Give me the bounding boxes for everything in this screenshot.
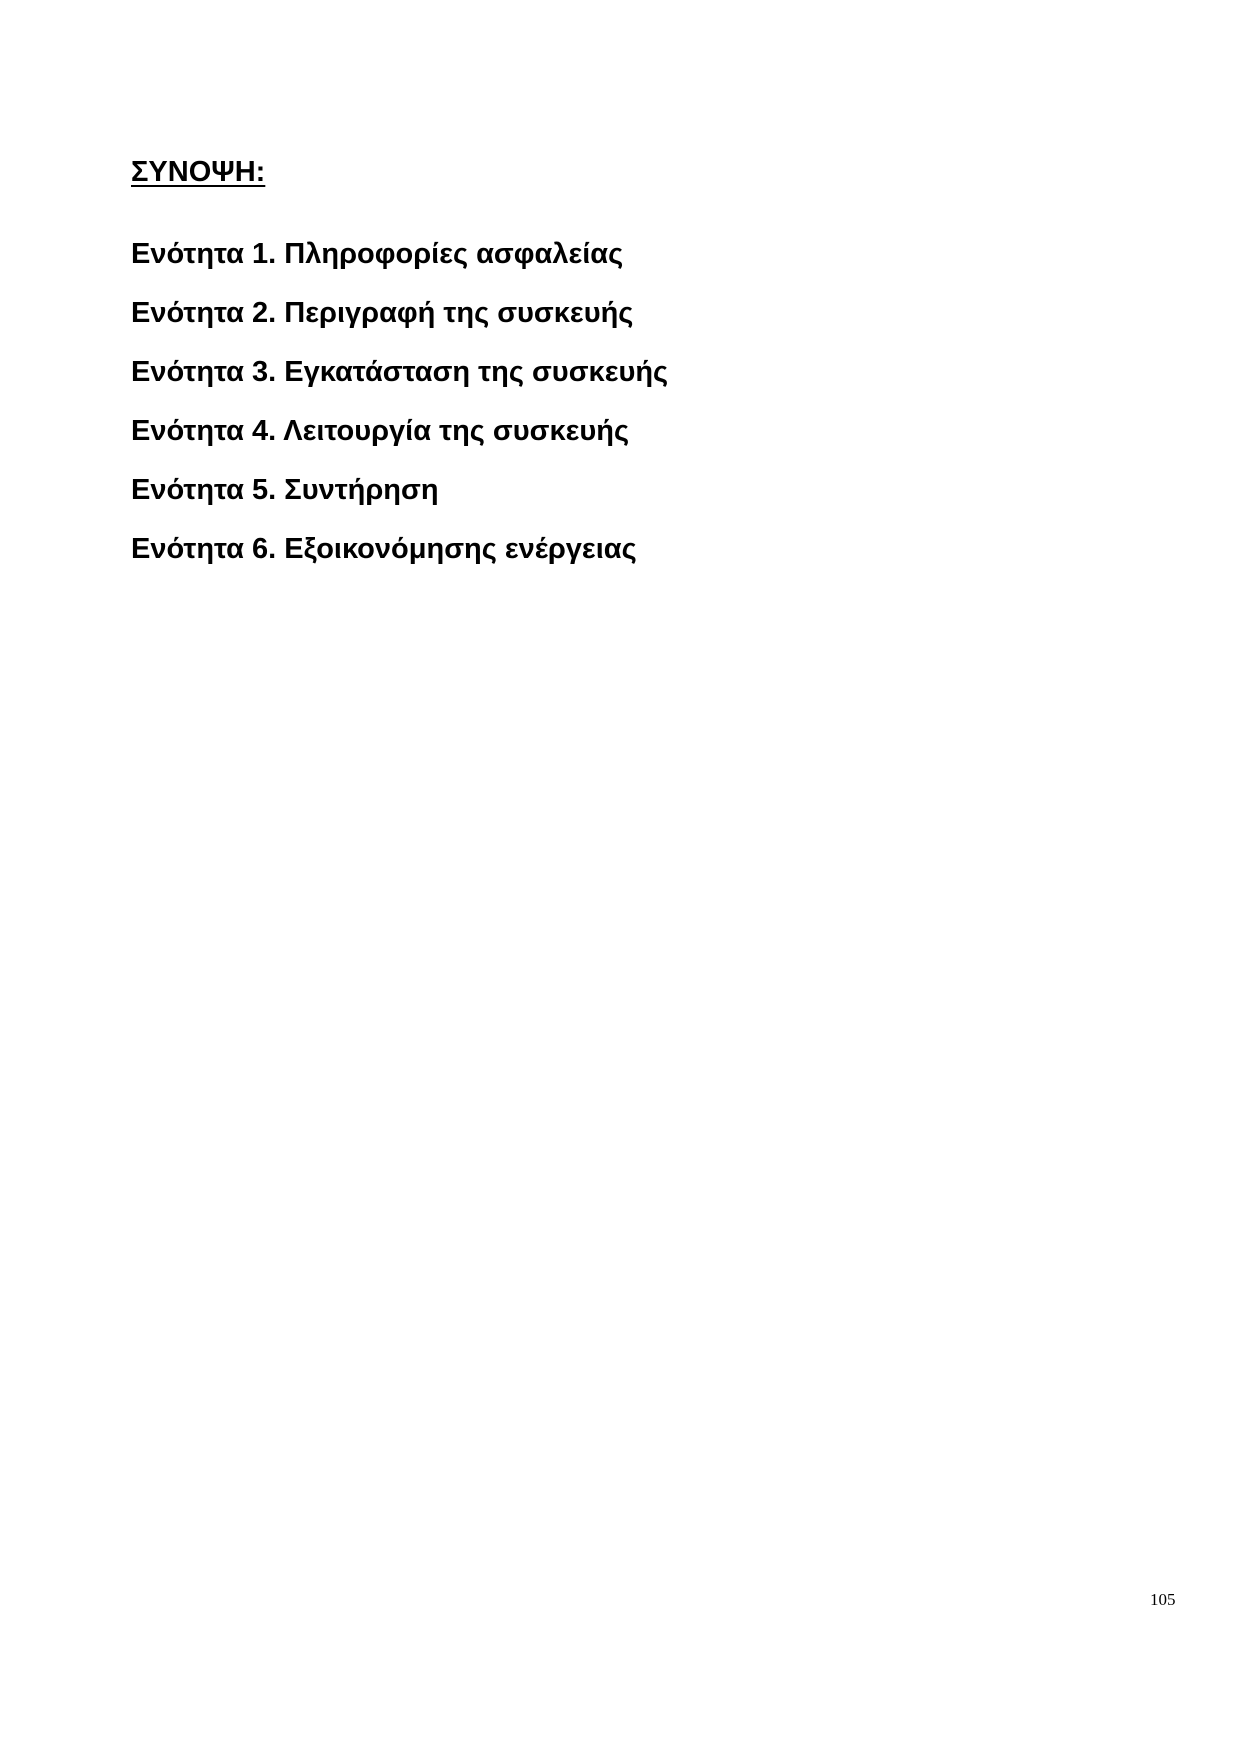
section-list [131,237,668,591]
section-item-5: Ενότητα 5. Συντήρηση [131,474,439,506]
section-item-6: Ενότητα 6. Εξοικονόμησης ενέργειας [131,533,637,565]
page-title: ΣΥΝΟΨΗ: [131,156,266,188]
section-item-4: Ενότητα 4. Λειτουργία της συσκευής [131,415,630,447]
page-number: 105 [1150,1590,1176,1609]
section-item-2: Ενότητα 2. Περιγραφή της συσκευής [131,297,634,329]
section-item-3: Ενότητα 3. Εγκατάσταση της συσκευής [131,356,669,388]
section-item-1: Ενότητα 1. Πληροφορίες ασφαλείας [131,238,624,270]
